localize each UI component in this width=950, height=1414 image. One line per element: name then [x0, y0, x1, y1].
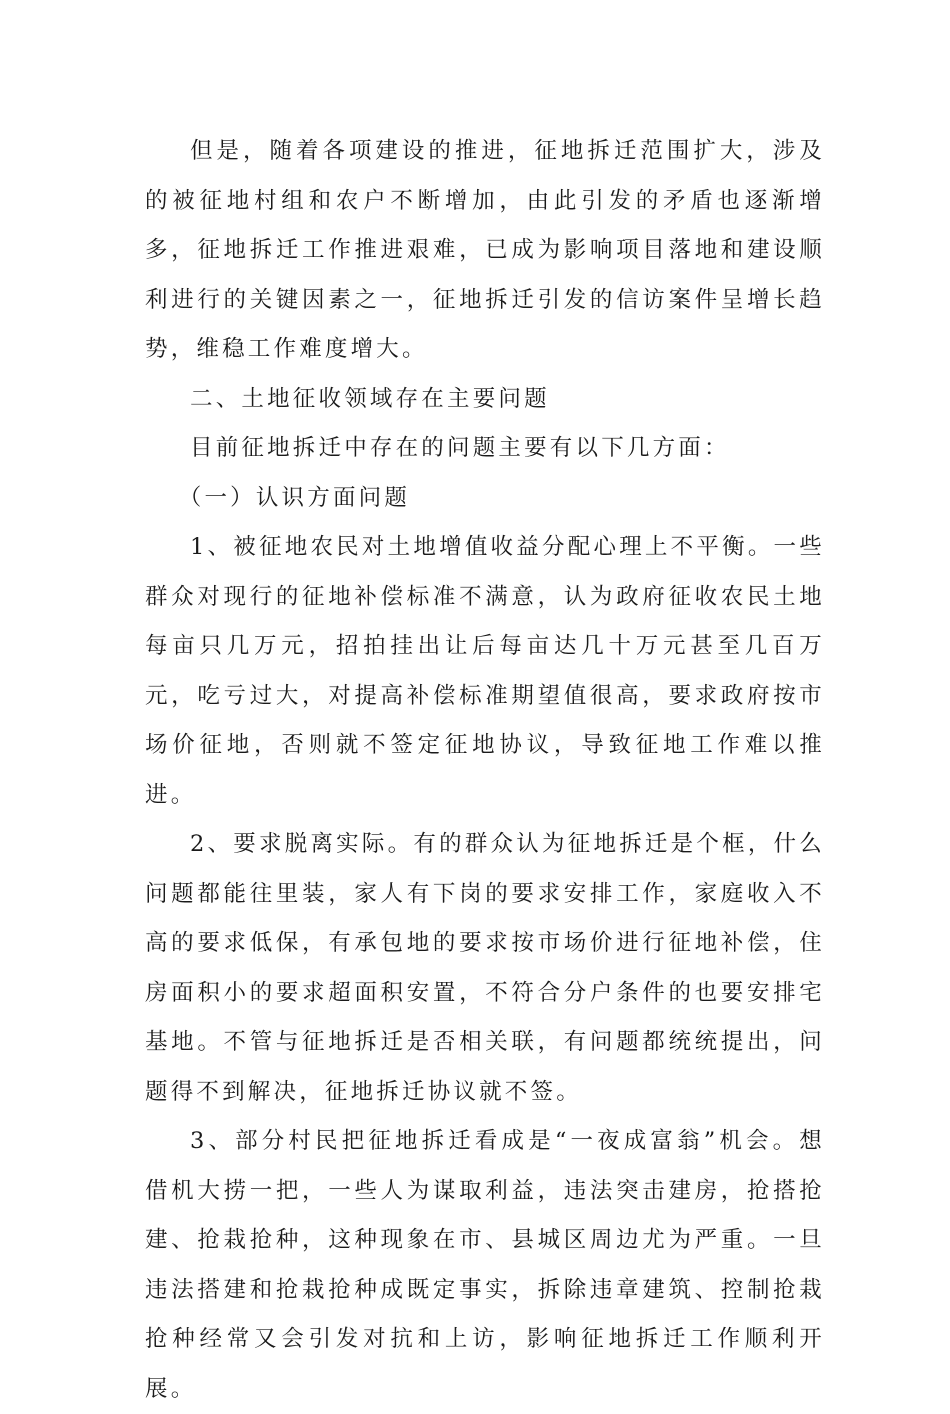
paragraph-item-1: 1、被征地农民对土地增值收益分配心理上不平衡。一些群众对现行的征地补偿标准不满意，认为政府征收农民土地每亩只几万元，招拍挂出让后每亩达几十万元甚至几百万元，吃亏过大，对提高补偿标准期望值很高，要求政府按市场价征地，否则就不签定征地协议，导致征地工作难以推进。	[145, 534, 825, 808]
document-body	[145, 127, 825, 1414]
paragraph-item-3: 3、部分村民把征地拆迁看成是“一夜成富翁”机会。想借机大捞一把，一些人为谋取利益，违法突击建房，抢搭抢建、抢栽抢种，这种现象在市、县城区周边尤为严重。一旦违法搭建和抢栽抢种成既定事实，拆除违章建筑、控制抢栽抢种经常又会引发对抗和上访，影响征地拆迁工作顺利开展。	[145, 1128, 825, 1402]
paragraph-intro: 但是，随着各项建设的推进，征地拆迁范围扩大，涉及的被征地村组和农户不断增加，由此引发的矛盾也逐渐增多，征地拆迁工作推进艰难，已成为影响项目落地和建设顺利进行的关键因素之一，征地拆迁引发的信访案件呈增长趋势，维稳工作难度增大。	[145, 138, 825, 362]
section-heading: 二、土地征收领域存在主要问题	[190, 385, 550, 412]
paragraph-lead: 目前征地拆迁中存在的问题主要有以下几方面：	[190, 435, 730, 461]
subsection-heading: （一）认识方面问题	[178, 484, 411, 511]
paragraph-item-2: 2、要求脱离实际。有的群众认为征地拆迁是个框，什么问题都能往里装，家人有下岗的要求安排工作，家庭收入不高的要求低保，有承包地的要求按市场价进行征地补偿，住房面积小的要求超面积安置，不符合分户条件的也要安排宅基地。不管与征地拆迁是否相关联，有问题都统统提出，问题得不到解决，征地拆迁协议就不签。	[145, 831, 825, 1105]
